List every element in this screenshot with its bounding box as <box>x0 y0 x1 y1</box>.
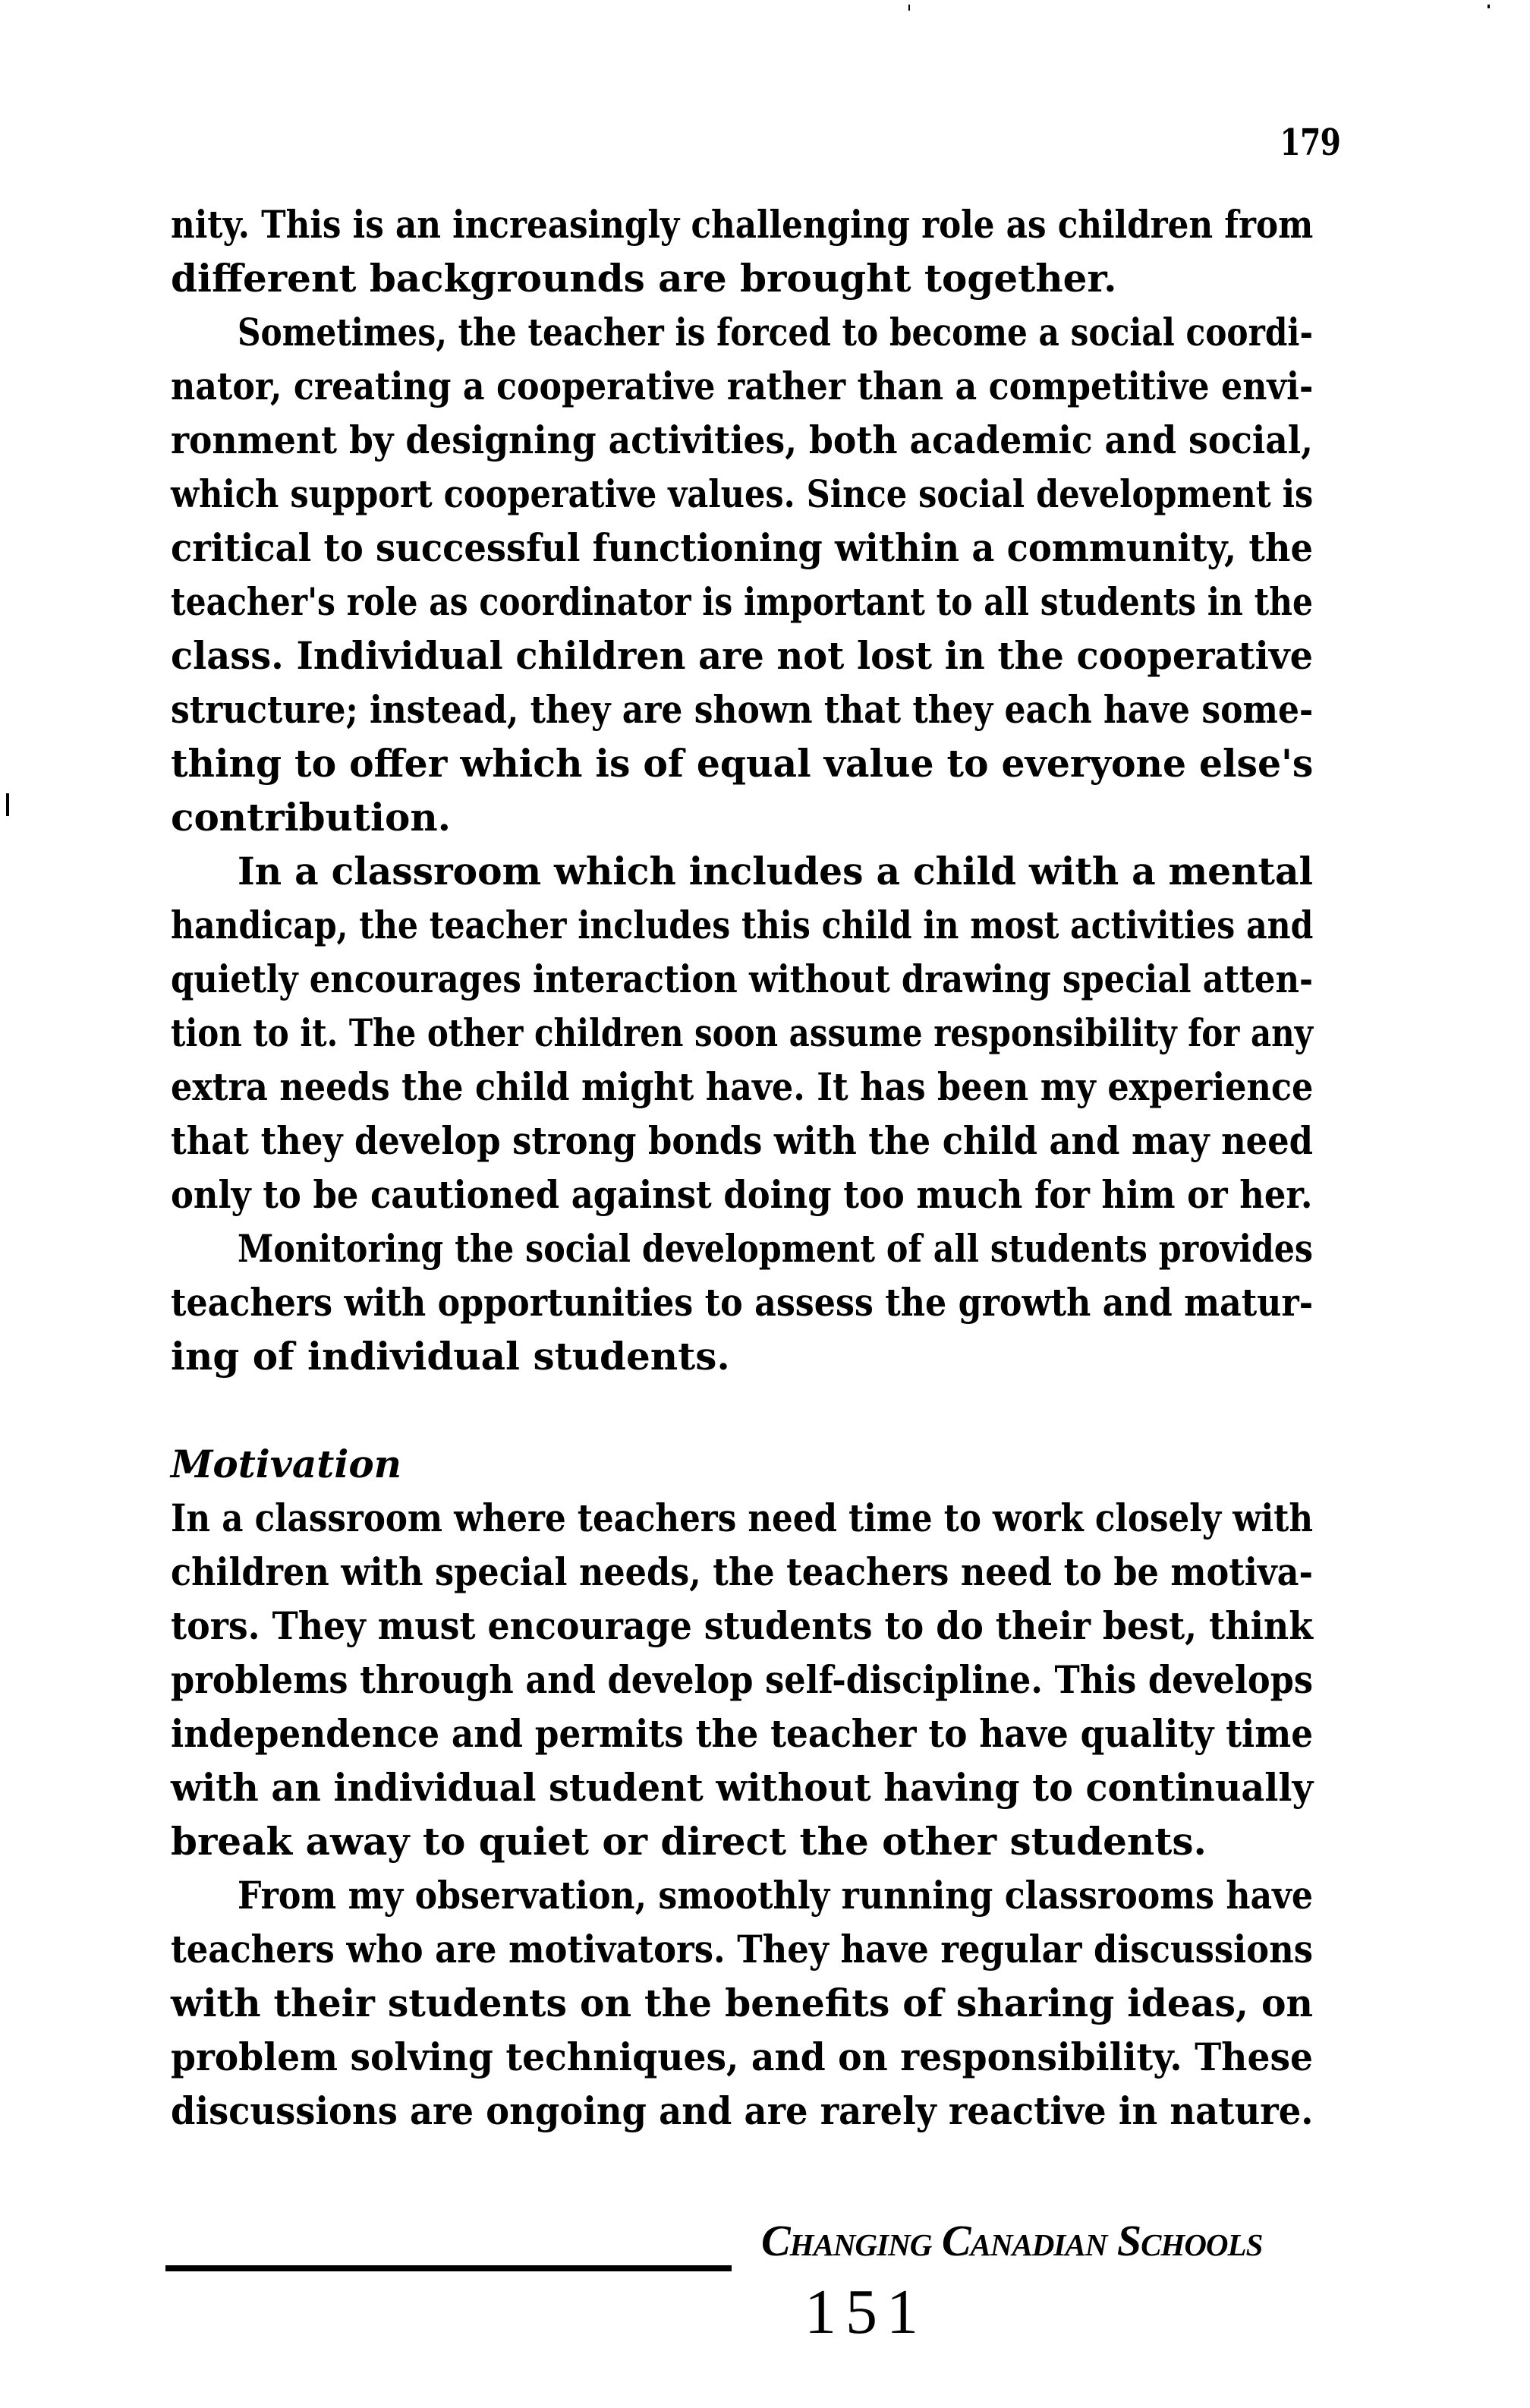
text-line-content: critical to successful functioning within a community, the <box>171 525 1313 570</box>
text-line-content: break away to quiet or direct the other students. <box>171 1819 1207 1864</box>
text-line <box>171 1922 1313 1976</box>
text-line <box>171 682 1313 736</box>
text-line-content: ronment by designing activities, both academic and social, <box>171 418 1313 462</box>
text-line <box>171 1814 1313 1868</box>
text-line <box>238 844 1313 898</box>
text-line <box>171 1491 1313 1545</box>
text-line <box>171 2030 1313 2084</box>
text-line-content: that they develop strong bonds with the child and may need <box>171 1118 1313 1163</box>
text-line-content: tion to it. The other children soon assume responsibility for any <box>171 1010 1313 1055</box>
text-line <box>171 736 1313 790</box>
text-line <box>171 1707 1313 1760</box>
text-line <box>171 1006 1313 1060</box>
scan-artifact <box>6 793 9 816</box>
text-line-content: In a classroom which includes a child with a mental <box>238 849 1313 894</box>
scan-artifact <box>908 5 910 11</box>
text-line <box>171 1168 1313 1221</box>
text-line-content: structure; instead, they are shown that they each have some- <box>171 687 1314 732</box>
text-line-content: extra needs the child might have. It has been my experience <box>171 1064 1314 1109</box>
text-line-content: discussions are ongoing and are rarely reactive in nature. <box>171 2088 1314 2133</box>
text-line <box>171 1599 1313 1653</box>
text-line <box>171 1653 1313 1707</box>
text-line <box>171 413 1313 467</box>
text-line-content: teacher's role as coordinator is important to all students in the <box>171 579 1313 624</box>
text-line <box>171 521 1313 575</box>
footer-book-title: Changing Canadian Schools <box>761 2216 1263 2265</box>
text-line <box>238 1221 1313 1275</box>
text-line-content: nity. This is an increasingly challenging role as children from <box>171 202 1314 247</box>
text-line-content: ing of individual students. <box>171 1334 730 1379</box>
text-line <box>171 251 1313 305</box>
text-line <box>171 629 1313 682</box>
text-line <box>171 1976 1313 2030</box>
text-line-content: Monitoring the social development of all students provides <box>238 1226 1313 1271</box>
text-line <box>171 2084 1313 2138</box>
text-line-content: problems through and develop self-discipline. This develops <box>171 1657 1313 1702</box>
section-heading-motivation: Motivation <box>171 1442 402 1486</box>
page-number-top: 179 <box>1280 121 1341 164</box>
text-line-content: teachers with opportunities to assess the growth and matur- <box>171 1280 1314 1325</box>
text-line-content: independence and permits the teacher to have quality time <box>171 1711 1314 1756</box>
text-line-content: with an individual student without having to continually <box>171 1765 1314 1810</box>
text-line <box>171 1275 1313 1329</box>
text-line-content: different backgrounds are brought together. <box>171 256 1117 301</box>
text-line <box>171 575 1313 629</box>
text-line-content: class. Individual children are not lost in the cooperative <box>171 633 1313 678</box>
page-number-bottom: 151 <box>804 2277 927 2347</box>
text-line-content: From my observation, smoothly running classrooms have <box>238 1873 1313 1918</box>
text-line <box>171 898 1313 952</box>
text-line <box>238 305 1313 359</box>
text-line-content: only to be cautioned against doing too much for him or her. <box>171 1172 1313 1217</box>
text-line <box>171 1060 1313 1114</box>
text-line <box>171 467 1313 521</box>
text-line-content: tors. They must encourage students to do their best, think <box>171 1603 1313 1648</box>
text-line-content: In a classroom where teachers need time to work closely with <box>171 1496 1313 1540</box>
text-line-content: problem solving techniques, and on responsibility. These <box>171 2035 1313 2079</box>
text-line <box>171 1545 1313 1599</box>
footer-rule <box>165 2265 732 2271</box>
text-line-content: children with special needs, the teachers need to be motiva- <box>171 1549 1314 1594</box>
scan-artifact <box>1488 5 1490 8</box>
text-line <box>171 359 1313 413</box>
text-line <box>171 1329 1313 1383</box>
text-line-content: with their students on the benefits of sharing ideas, on <box>171 1981 1314 2025</box>
text-line-content: Sometimes, the teacher is forced to become a social coordi- <box>238 310 1313 355</box>
text-line-content: nator, creating a cooperative rather than a competitive envi- <box>171 364 1314 408</box>
text-line-content: which support cooperative values. Since social development is <box>171 471 1314 516</box>
text-line <box>238 1868 1313 1922</box>
text-line <box>171 790 1313 844</box>
text-line <box>171 1760 1313 1814</box>
text-line-content: handicap, the teacher includes this child in most activities and <box>171 903 1314 947</box>
text-line <box>171 197 1313 251</box>
text-line-content: quietly encourages interaction without drawing special atten- <box>171 957 1313 1001</box>
text-line-content: teachers who are motivators. They have regular discussions <box>171 1927 1313 1971</box>
text-line-content: contribution. <box>171 795 452 840</box>
text-line <box>171 1114 1313 1168</box>
text-line-content: thing to offer which is of equal value to everyone else's <box>171 741 1314 786</box>
text-line <box>171 952 1313 1006</box>
